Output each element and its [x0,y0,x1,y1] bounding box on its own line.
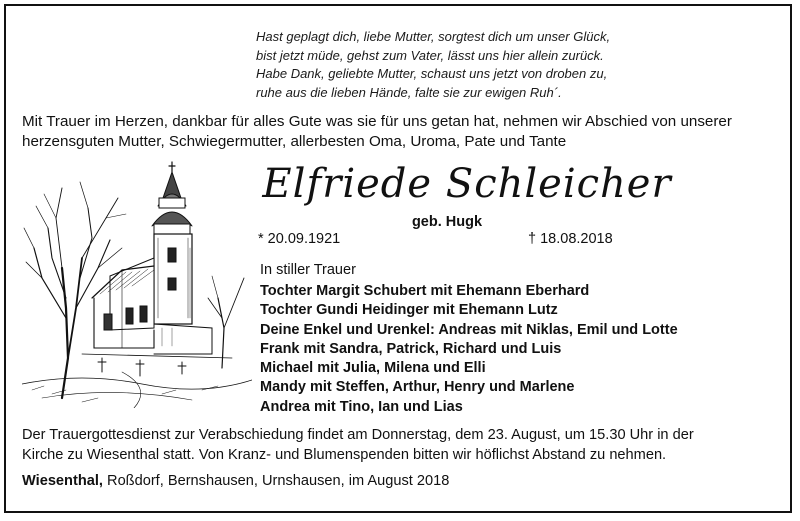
place-rest: Roßdorf, Bernshausen, Urnshausen, im August 2018 [102,473,450,489]
intro-line: Mit Trauer im Herzen, dankbar für alles Gute was sie für uns getan hat, nehmen wir Abschied von unserer [22,113,732,130]
mourners-intro: In stiller Trauer [260,262,356,278]
service-line: Der Trauergottesdienst zur Verabschiedung findet am Donnerstag, dem 23. August, um 15.30 Uhr in der [22,427,694,443]
deceased-name: Elfriede Schleicher [262,161,672,207]
service-line: Kirche zu Wiesenthal statt. Von Kranz- und Blumenspenden bitten wir höflichst Abstand zu nehmen. [22,447,667,463]
place-and-date [22,473,449,489]
mourner-line: Frank mit Sandra, Patrick, Richard und Luis [260,340,562,357]
mourner-line: Andrea mit Tino, Ian und Lias [260,398,463,415]
mourner-line: Michael mit Julia, Milena und Elli [260,360,486,377]
mourner-line: Tochter Gundi Heidinger mit Ehemann Lutz [260,302,558,319]
intro-text [22,112,782,152]
church-sketch-illustration [22,158,252,408]
poem-line: ruhe aus die lieben Hände, falte sie zur ewigen Ruh´. [256,84,562,100]
mourner-line: Mandy mit Steffen, Arthur, Henry und Marlene [260,379,575,396]
poem-line: bist jetzt müde, gehst zum Vater, lässt uns hier allein zurück. [256,47,604,63]
poem-line: Habe Dank, geliebte Mutter, schaust uns jetzt von droben zu, [256,66,608,81]
maiden-name: geb. Hugk [411,214,483,230]
service-notice [22,425,782,465]
poem-line: Hast geplagt dich, liebe Mutter, sorgtest dich um unser Glück, [256,29,611,44]
poem [256,28,776,102]
place-town: Wiesenthal, [22,473,103,489]
mourner-line: Tochter Margit Schubert mit Ehemann Eberhard [260,283,590,299]
birth-date: * 20.09.1921 [258,231,341,247]
mourners-list [260,282,780,417]
intro-line: herzensguten Mutter, Schwiegermutter, allerbesten Oma, Uroma, Pate und Tante [22,133,567,150]
death-date: † 18.08.2018 [528,231,613,247]
mourner-line: Deine Enkel und Urenkel: Andreas mit Niklas, Emil und Lotte [260,321,678,338]
